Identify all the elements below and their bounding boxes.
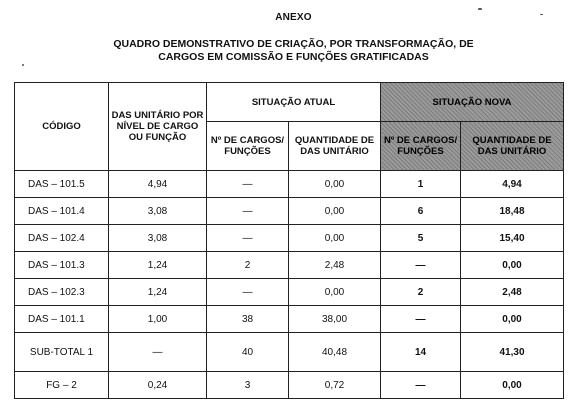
annex-title: ANEXO xyxy=(275,12,312,23)
table-row xyxy=(15,225,564,252)
cell-nova-qtd: 41,30 xyxy=(461,333,564,372)
scan-speck xyxy=(540,14,543,15)
cell-atual-qtd: 0,00 xyxy=(289,225,381,252)
cell-atual-n: — xyxy=(207,279,289,306)
cell-nova-qtd: 0,00 xyxy=(461,372,564,399)
cell-codigo: SUB-TOTAL 1 xyxy=(15,333,109,372)
cell-nova-n: — xyxy=(381,252,461,279)
cell-das-unitario: 3,08 xyxy=(109,225,207,252)
cell-atual-qtd: 2,48 xyxy=(289,252,381,279)
header-codigo: CÓDIGO xyxy=(15,83,109,171)
header-das-unitario: DAS UNITÁRIO POR NÍVEL DE CARGO OU FUNÇÃO xyxy=(109,83,207,171)
cell-atual-qtd: 0,00 xyxy=(289,279,381,306)
cell-das-unitario: 3,08 xyxy=(109,198,207,225)
subtitle-line-2: CARGOS EM COMISSÃO E FUNÇÕES GRATIFICADAS xyxy=(158,51,429,63)
cell-codigo: DAS – 101.5 xyxy=(15,171,109,198)
scan-speck xyxy=(478,8,482,10)
cell-das-unitario: 4,94 xyxy=(109,171,207,198)
table-row xyxy=(15,306,564,333)
cell-nova-n: — xyxy=(381,306,461,333)
cell-nova-qtd: 4,94 xyxy=(461,171,564,198)
cell-atual-qtd: 0,72 xyxy=(289,372,381,399)
cell-atual-n: — xyxy=(207,198,289,225)
table-row xyxy=(15,171,564,198)
positions-table xyxy=(14,82,564,399)
cell-atual-n: — xyxy=(207,225,289,252)
cell-nova-qtd: 0,00 xyxy=(461,306,564,333)
cell-codigo: FG – 2 xyxy=(15,372,109,399)
header-nova-quantidade: QUANTIDADE DE DAS UNITÁRIO xyxy=(461,122,564,171)
cell-nova-qtd: 15,40 xyxy=(461,225,564,252)
cell-atual-qtd: 40,48 xyxy=(289,333,381,372)
cell-atual-n: 2 xyxy=(207,252,289,279)
cell-atual-n: 38 xyxy=(207,306,289,333)
scan-speck xyxy=(22,64,24,66)
cell-codigo: DAS – 101.3 xyxy=(15,252,109,279)
cell-codigo: DAS – 102.4 xyxy=(15,225,109,252)
cell-atual-qtd: 38,00 xyxy=(289,306,381,333)
cell-nova-n: 2 xyxy=(381,279,461,306)
document-subtitle xyxy=(40,38,547,64)
header-situacao-nova: SITUAÇÃO NOVA xyxy=(381,83,564,122)
table-row xyxy=(15,279,564,306)
table-row xyxy=(15,252,564,279)
cell-nova-n: — xyxy=(381,372,461,399)
cell-nova-n: 1 xyxy=(381,171,461,198)
cell-nova-n: 14 xyxy=(381,333,461,372)
cell-das-unitario: 0,24 xyxy=(109,372,207,399)
cell-das-unitario: 1,00 xyxy=(109,306,207,333)
cell-atual-n: 40 xyxy=(207,333,289,372)
header-atual-quantidade: QUANTIDADE DE DAS UNITÁRIO xyxy=(289,122,381,171)
table-row-subtotal xyxy=(15,333,564,372)
header-situacao-atual: SITUAÇÃO ATUAL xyxy=(207,83,381,122)
cell-nova-qtd: 0,00 xyxy=(461,252,564,279)
cell-das-unitario: 1,24 xyxy=(109,279,207,306)
table-row xyxy=(15,372,564,399)
cell-nova-qtd: 2,48 xyxy=(461,279,564,306)
cell-codigo: DAS – 102.3 xyxy=(15,279,109,306)
cell-das-unitario: 1,24 xyxy=(109,252,207,279)
header-atual-n-cargos: Nº DE CARGOS/ FUNÇÕES xyxy=(207,122,289,171)
cell-codigo: DAS – 101.1 xyxy=(15,306,109,333)
table-header-row-1 xyxy=(15,83,564,122)
subtitle-line-1: QUADRO DEMONSTRATIVO DE CRIAÇÃO, POR TRANSFORMAÇÃO, DE xyxy=(113,38,474,50)
cell-nova-qtd: 18,48 xyxy=(461,198,564,225)
cell-atual-n: — xyxy=(207,171,289,198)
cell-atual-n: 3 xyxy=(207,372,289,399)
cell-nova-n: 5 xyxy=(381,225,461,252)
cell-codigo: DAS – 101.4 xyxy=(15,198,109,225)
cell-atual-qtd: 0,00 xyxy=(289,198,381,225)
cell-das-unitario: — xyxy=(109,333,207,372)
cell-nova-n: 6 xyxy=(381,198,461,225)
header-nova-n-cargos: Nº DE CARGOS/ FUNÇÕES xyxy=(381,122,461,171)
table-row xyxy=(15,198,564,225)
cell-atual-qtd: 0,00 xyxy=(289,171,381,198)
